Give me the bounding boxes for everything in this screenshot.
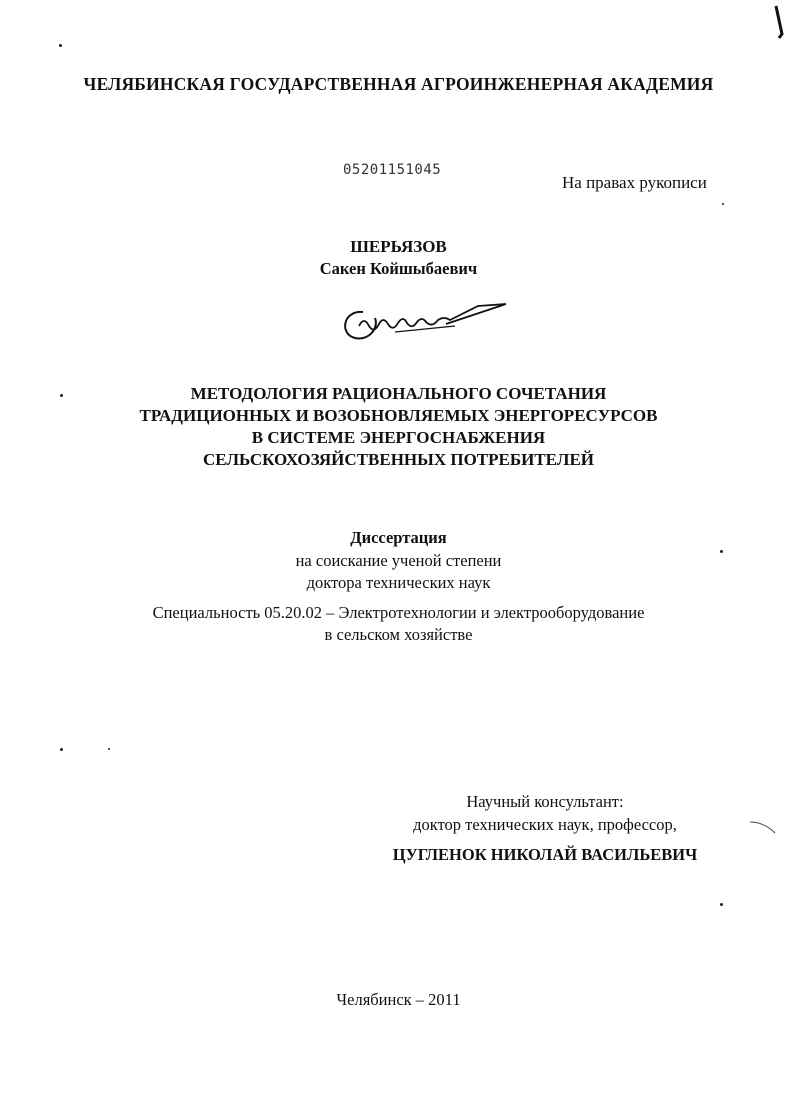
title-line: СЕЛЬСКОХОЗЯЙСТВЕННЫХ ПОТРЕБИТЕЛЕЙ bbox=[202, 450, 595, 469]
author-name: Сакен Койшыбаевич bbox=[319, 259, 478, 278]
city-year: Челябинск – 2011 bbox=[336, 990, 461, 1009]
specialty-line: Специальность 05.20.02 – Электротехнологии и электрооборудование bbox=[152, 603, 645, 622]
consultant-degree: доктор технических наук, профессор, bbox=[413, 815, 677, 834]
title-line: МЕТОДОЛОГИЯ РАЦИОНАЛЬНОГО СОЧЕТАНИЯ bbox=[190, 384, 607, 403]
dissertation-title bbox=[0, 383, 797, 471]
dissertation-type: Диссертация bbox=[350, 528, 447, 547]
author-surname: ШЕРЬЯЗОВ bbox=[350, 237, 447, 256]
scan-mark bbox=[772, 4, 786, 40]
manuscript-rights: На правах рукописи bbox=[562, 173, 707, 192]
scan-mark bbox=[748, 818, 778, 836]
scan-speck bbox=[722, 203, 724, 205]
specialty-line-continued: в сельском хозяйстве bbox=[324, 625, 473, 644]
scan-speck bbox=[60, 748, 63, 751]
scan-speck bbox=[720, 903, 723, 906]
institution-name: ЧЕЛЯБИНСКАЯ ГОСУДАРСТВЕННАЯ АГРОИНЖЕНЕРНАЯ АКАДЕМИЯ bbox=[83, 74, 714, 94]
signature-image bbox=[335, 292, 530, 352]
dissertation-purpose: на соискание ученой степени bbox=[295, 551, 502, 570]
scan-speck bbox=[720, 550, 723, 553]
consultant-label: Научный консультант: bbox=[466, 792, 624, 811]
scan-speck bbox=[59, 44, 62, 47]
stamp-code: 05201151045 bbox=[343, 162, 442, 178]
consultant-name: ЦУГЛЕНОК НИКОЛАЙ ВАСИЛЬЕВИЧ bbox=[392, 845, 698, 864]
dissertation-degree: доктора технических наук bbox=[306, 573, 491, 592]
title-line: В СИСТЕМЕ ЭНЕРГОСНАБЖЕНИЯ bbox=[251, 428, 546, 447]
scan-speck bbox=[108, 748, 110, 750]
scan-speck bbox=[60, 394, 63, 397]
title-line: ТРАДИЦИОННЫХ И ВОЗОБНОВЛЯЕМЫХ ЭНЕРГОРЕСУРСОВ bbox=[139, 406, 658, 425]
